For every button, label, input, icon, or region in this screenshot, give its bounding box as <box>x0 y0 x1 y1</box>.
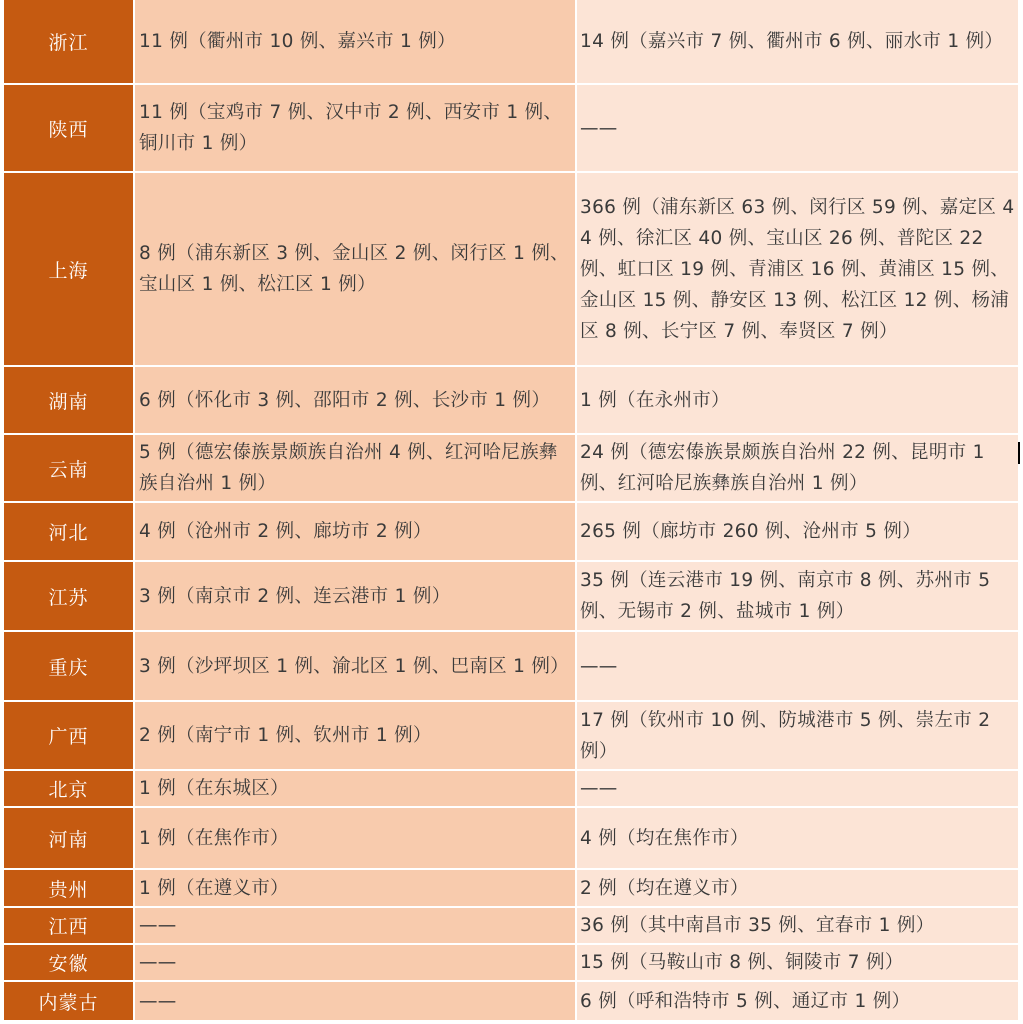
table-row <box>4 808 1018 870</box>
table-row <box>4 85 1018 173</box>
asymptomatic-cases-cell: 1 例（在永州市） <box>577 367 1018 433</box>
local-cases-cell: 1 例（在遵义市） <box>135 870 577 906</box>
local-cases-cell: —— <box>135 945 577 980</box>
local-cases-cell: 3 例（沙坪坝区 1 例、渝北区 1 例、巴南区 1 例） <box>135 632 577 700</box>
local-cases-cell: —— <box>135 982 577 1020</box>
table-row <box>4 702 1018 771</box>
table-row <box>4 0 1018 85</box>
table-row <box>4 982 1018 1020</box>
asymptomatic-cases-cell: 35 例（连云港市 19 例、南京市 8 例、苏州市 5 例、无锡市 2 例、盐城市 1 例） <box>577 562 1018 630</box>
province-cell: 湖南 <box>4 367 135 433</box>
asymptomatic-cases-cell: 17 例（钦州市 10 例、防城港市 5 例、崇左市 2 例） <box>577 702 1018 769</box>
case-table <box>4 0 1018 1020</box>
table-row <box>4 771 1018 808</box>
local-cases-cell: —— <box>135 908 577 943</box>
table-row <box>4 173 1018 367</box>
local-cases-cell: 3 例（南京市 2 例、连云港市 1 例） <box>135 562 577 630</box>
asymptomatic-cases-cell: 2 例（均在遵义市） <box>577 870 1018 906</box>
table-row <box>4 908 1018 945</box>
local-cases-cell: 8 例（浦东新区 3 例、金山区 2 例、闵行区 1 例、宝山区 1 例、松江区 1 例） <box>135 173 577 365</box>
table-row <box>4 435 1018 503</box>
table-row <box>4 945 1018 982</box>
asymptomatic-cases-cell: 265 例（廊坊市 260 例、沧州市 5 例） <box>577 503 1018 560</box>
table-row <box>4 367 1018 435</box>
province-cell: 上海 <box>4 173 135 365</box>
local-cases-cell: 1 例（在东城区） <box>135 771 577 806</box>
local-cases-cell: 5 例（德宏傣族景颇族自治州 4 例、红河哈尼族彝族自治州 1 例） <box>135 435 577 501</box>
province-cell: 广西 <box>4 702 135 769</box>
province-cell: 北京 <box>4 771 135 806</box>
table-row <box>4 503 1018 562</box>
local-cases-cell: 11 例（衢州市 10 例、嘉兴市 1 例） <box>135 0 577 83</box>
province-cell: 云南 <box>4 435 135 501</box>
asymptomatic-cases-cell: 15 例（马鞍山市 8 例、铜陵市 7 例） <box>577 945 1018 980</box>
province-cell: 河南 <box>4 808 135 868</box>
province-cell: 陕西 <box>4 85 135 171</box>
province-cell: 重庆 <box>4 632 135 700</box>
asymptomatic-cases-cell: 36 例（其中南昌市 35 例、宜春市 1 例） <box>577 908 1018 943</box>
asymptomatic-cases-cell: 366 例（浦东新区 63 例、闵行区 59 例、嘉定区 44 例、徐汇区 40 例、宝山区 26 例、普陀区 22 例、虹口区 19 例、青浦区 16 例、黄浦区 15 例、金山区 15 例、静安区 13 例、松江区 12 例、杨浦区 8 例、长宁区 7 例、奉贤区 7 例） <box>577 173 1018 365</box>
asymptomatic-cases-cell: —— <box>577 632 1018 700</box>
province-cell: 贵州 <box>4 870 135 906</box>
local-cases-cell: 6 例（怀化市 3 例、邵阳市 2 例、长沙市 1 例） <box>135 367 577 433</box>
province-cell: 江苏 <box>4 562 135 630</box>
asymptomatic-cases-cell: —— <box>577 85 1018 171</box>
province-cell: 内蒙古 <box>4 982 135 1020</box>
local-cases-cell: 11 例（宝鸡市 7 例、汉中市 2 例、西安市 1 例、铜川市 1 例） <box>135 85 577 171</box>
province-cell: 江西 <box>4 908 135 943</box>
province-cell: 安徽 <box>4 945 135 980</box>
asymptomatic-cases-cell: —— <box>577 771 1018 806</box>
text-cursor <box>1018 442 1020 464</box>
local-cases-cell: 1 例（在焦作市） <box>135 808 577 868</box>
table-row <box>4 632 1018 702</box>
asymptomatic-cases-cell: 14 例（嘉兴市 7 例、衢州市 6 例、丽水市 1 例） <box>577 0 1018 83</box>
province-cell: 浙江 <box>4 0 135 83</box>
local-cases-cell: 2 例（南宁市 1 例、钦州市 1 例） <box>135 702 577 769</box>
province-cell: 河北 <box>4 503 135 560</box>
local-cases-cell: 4 例（沧州市 2 例、廊坊市 2 例） <box>135 503 577 560</box>
asymptomatic-cases-cell: 4 例（均在焦作市） <box>577 808 1018 868</box>
asymptomatic-cases-cell: 6 例（呼和浩特市 5 例、通辽市 1 例） <box>577 982 1018 1020</box>
table-row <box>4 870 1018 908</box>
asymptomatic-cases-cell: 24 例（德宏傣族景颇族自治州 22 例、昆明市 1 例、红河哈尼族彝族自治州 1 例） <box>577 435 1018 501</box>
table-row <box>4 562 1018 632</box>
